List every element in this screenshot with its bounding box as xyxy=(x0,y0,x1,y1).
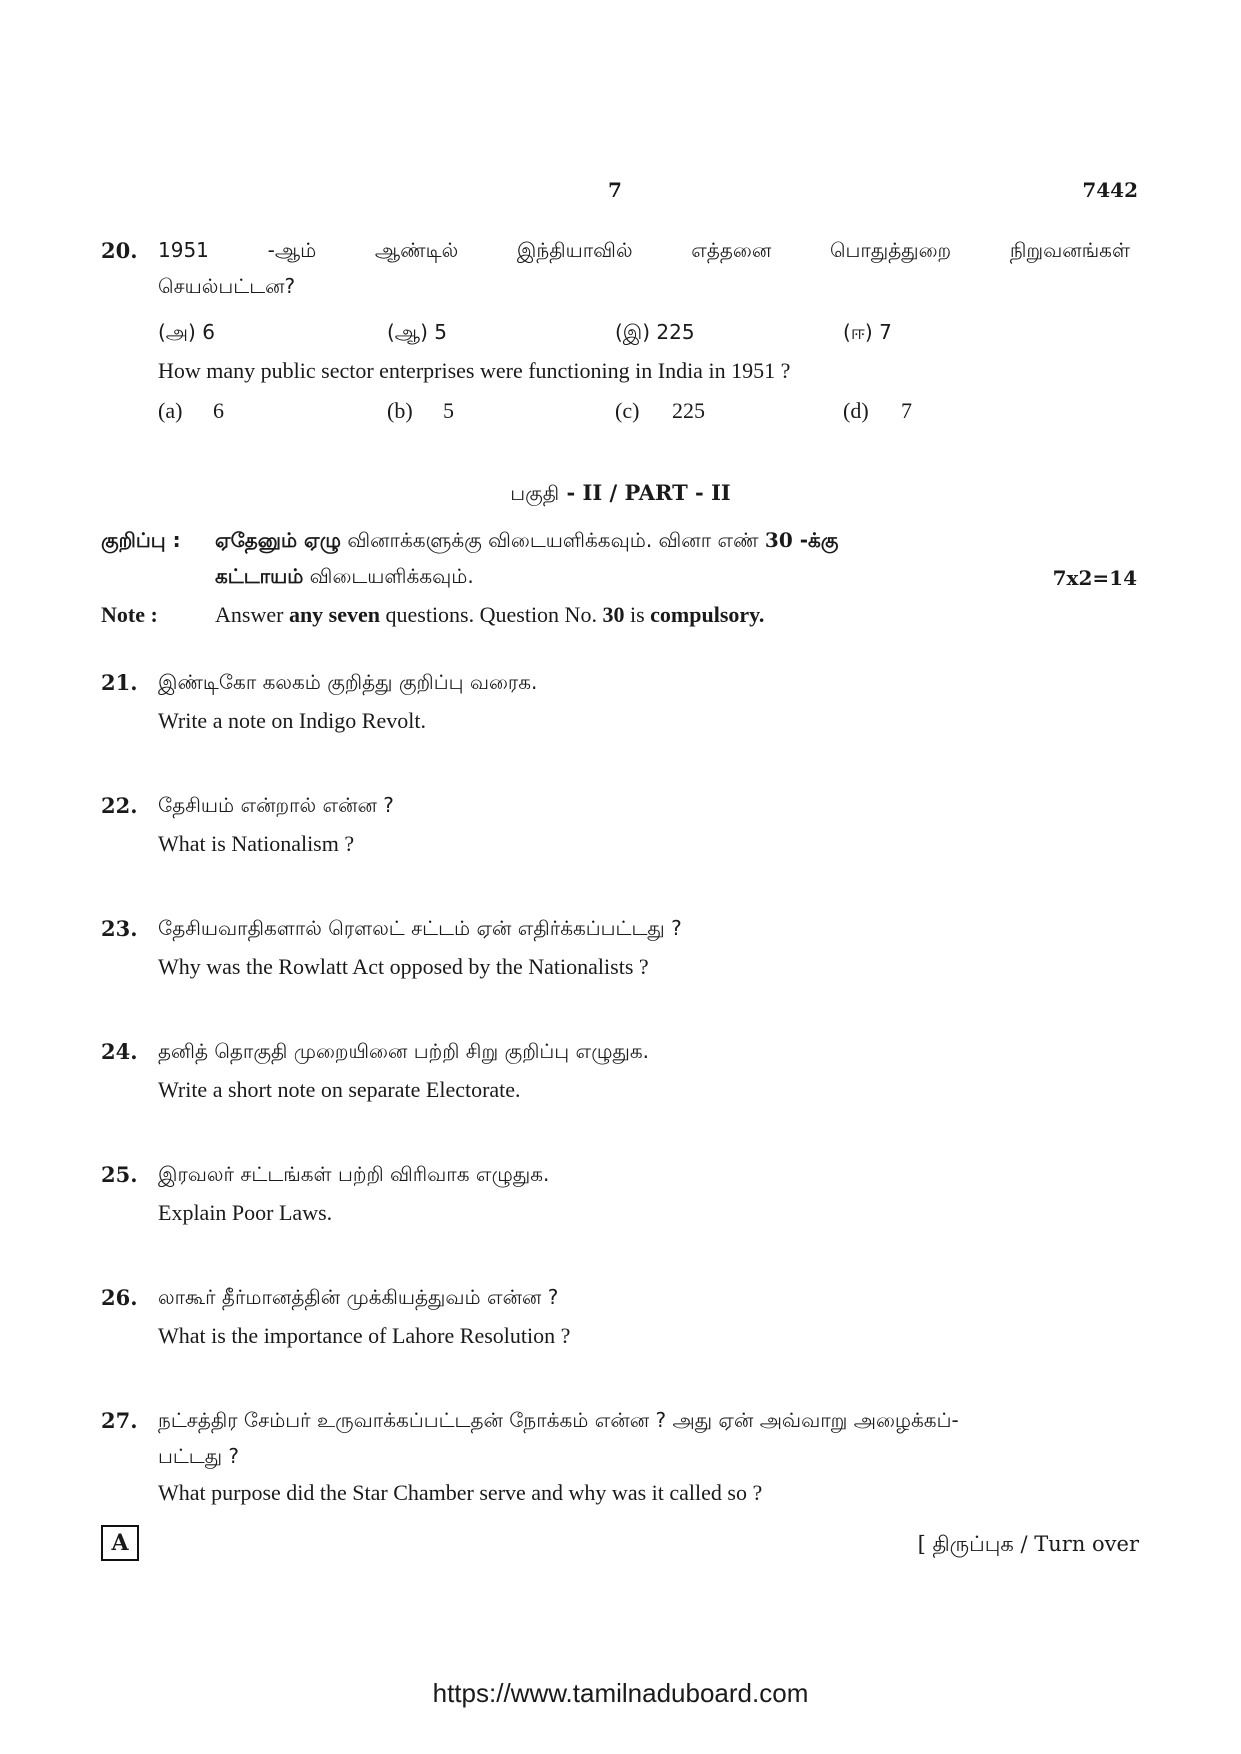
question-26-english: What is the importance of Lahore Resolution ? xyxy=(158,1323,571,1348)
marks-allocation: 7x2=14 xyxy=(1052,566,1137,590)
question-24-tamil: தனித் தொகுதி முறையினை பற்றி சிறு குறிப்பு எழுதுக. xyxy=(158,1039,649,1063)
note-tamil-suffix: -க்கு xyxy=(792,528,839,552)
question-20-tamil-line2: செயல்பட்டன? xyxy=(158,274,296,298)
q20-en-option-a-value: 6 xyxy=(213,398,224,423)
question-25-tamil: இரவலர் சட்டங்கள் பற்றி விரிவாக எழுதுக. xyxy=(158,1162,550,1186)
note-en-t1: Answer xyxy=(215,602,289,627)
q20-ta-option-c: (இ) 225 xyxy=(615,320,695,344)
question-20-english: How many public sector enterprises were functioning in India in 1951 ? xyxy=(158,358,791,383)
question-23-tamil: தேசியவாதிகளால் ரௌலட் சட்டம் ஏன் எதிர்க்கப்பட்டது ? xyxy=(158,916,682,940)
note-english-label: Note : xyxy=(101,602,158,627)
part-heading-english: - II / PART - II xyxy=(559,480,731,505)
q20-en-option-d-label: (d) xyxy=(843,398,869,423)
turn-over-label xyxy=(918,1532,1139,1559)
note-tamil-line2 xyxy=(215,564,474,591)
paper-code: 7442 xyxy=(1082,178,1138,202)
source-url[interactable]: https://www.tamilnaduboard.com xyxy=(432,1678,809,1708)
q20-en-option-d-value: 7 xyxy=(901,398,912,423)
question-number-26: 26. xyxy=(101,1285,138,1310)
q20-ta-option-d: (ஈ) 7 xyxy=(843,320,892,344)
question-number-27: 27. xyxy=(101,1408,138,1433)
question-20-tamil-line1: 1951 -ஆம் ஆண்டில் இந்தியாவில் எத்தனை பொதுத்துறை நிறுவனங்கள் xyxy=(158,238,1130,262)
question-number-23: 23. xyxy=(101,916,138,941)
question-24-english: Write a short note on separate Electorate. xyxy=(158,1077,521,1102)
note-tamil-compulsory: கட்டாயம் xyxy=(215,564,304,588)
question-set-box: A xyxy=(101,1525,139,1561)
q20-ta-option-a: (அ) 6 xyxy=(158,320,215,344)
note-english-text xyxy=(215,602,764,628)
note-en-compulsory: compulsory. xyxy=(650,602,765,627)
note-tamil-text2: விடையளிக்கவும். xyxy=(303,564,474,588)
q20-en-option-c-value: 225 xyxy=(672,398,705,423)
note-en-qno: 30 xyxy=(602,602,625,627)
note-en-t5: is xyxy=(624,602,651,627)
question-21-english: Write a note on Indigo Revolt. xyxy=(158,708,426,733)
q20-en-option-c-label: (c) xyxy=(615,398,640,423)
question-23-english: Why was the Rowlatt Act opposed by the Nationalists ? xyxy=(158,954,649,979)
question-27-english: What purpose did the Star Chamber serve and why was it called so ? xyxy=(158,1480,763,1505)
q20-en-option-a-label: (a) xyxy=(158,398,183,423)
q20-en-option-b-value: 5 xyxy=(443,398,454,423)
question-26-tamil: லாகூர் தீர்மானத்தின் முக்கியத்துவம் என்ன ? xyxy=(158,1285,559,1309)
question-number-25: 25. xyxy=(101,1162,138,1187)
note-tamil-any-seven: ஏதேனும் ஏழு xyxy=(215,528,341,552)
note-tamil-line1 xyxy=(215,528,1115,555)
part-heading-tamil: பகுதி xyxy=(510,481,560,505)
question-25-english: Explain Poor Laws. xyxy=(158,1200,333,1225)
question-number-21: 21. xyxy=(101,670,138,695)
question-21-tamil: இண்டிகோ கலகம் குறித்து குறிப்பு வரைக. xyxy=(158,670,538,694)
turn-over-text: [ திருப்புக / Turn over xyxy=(917,1532,1139,1556)
question-number-20: 20. xyxy=(101,238,138,263)
question-22-english: What is Nationalism ? xyxy=(158,831,355,856)
note-en-any-seven: any seven xyxy=(288,602,380,627)
question-27-tamil-line1: நட்சத்திர சேம்பர் உருவாக்கப்பட்டதன் நோக்கம் என்ன ? அது ஏன் அவ்வாறு அழைக்கப்- xyxy=(158,1408,959,1432)
question-22-tamil: தேசியம் என்றால் என்ன ? xyxy=(158,793,394,817)
note-tamil-qno: 30 xyxy=(764,528,793,552)
question-27-tamil-line2: பட்டது ? xyxy=(158,1444,240,1468)
note-tamil-text1: வினாக்களுக்கு விடையளிக்கவும். வினா எண் xyxy=(341,528,765,552)
question-number-24: 24. xyxy=(101,1039,138,1064)
q20-en-option-b-label: (b) xyxy=(387,398,413,423)
part-heading xyxy=(0,480,1241,508)
page-number: 7 xyxy=(608,178,622,202)
question-number-22: 22. xyxy=(101,793,138,818)
note-en-t3: questions. Question No. xyxy=(380,602,603,627)
note-tamil-label: குறிப்பு : xyxy=(101,528,181,552)
q20-ta-option-b: (ஆ) 5 xyxy=(387,320,447,344)
